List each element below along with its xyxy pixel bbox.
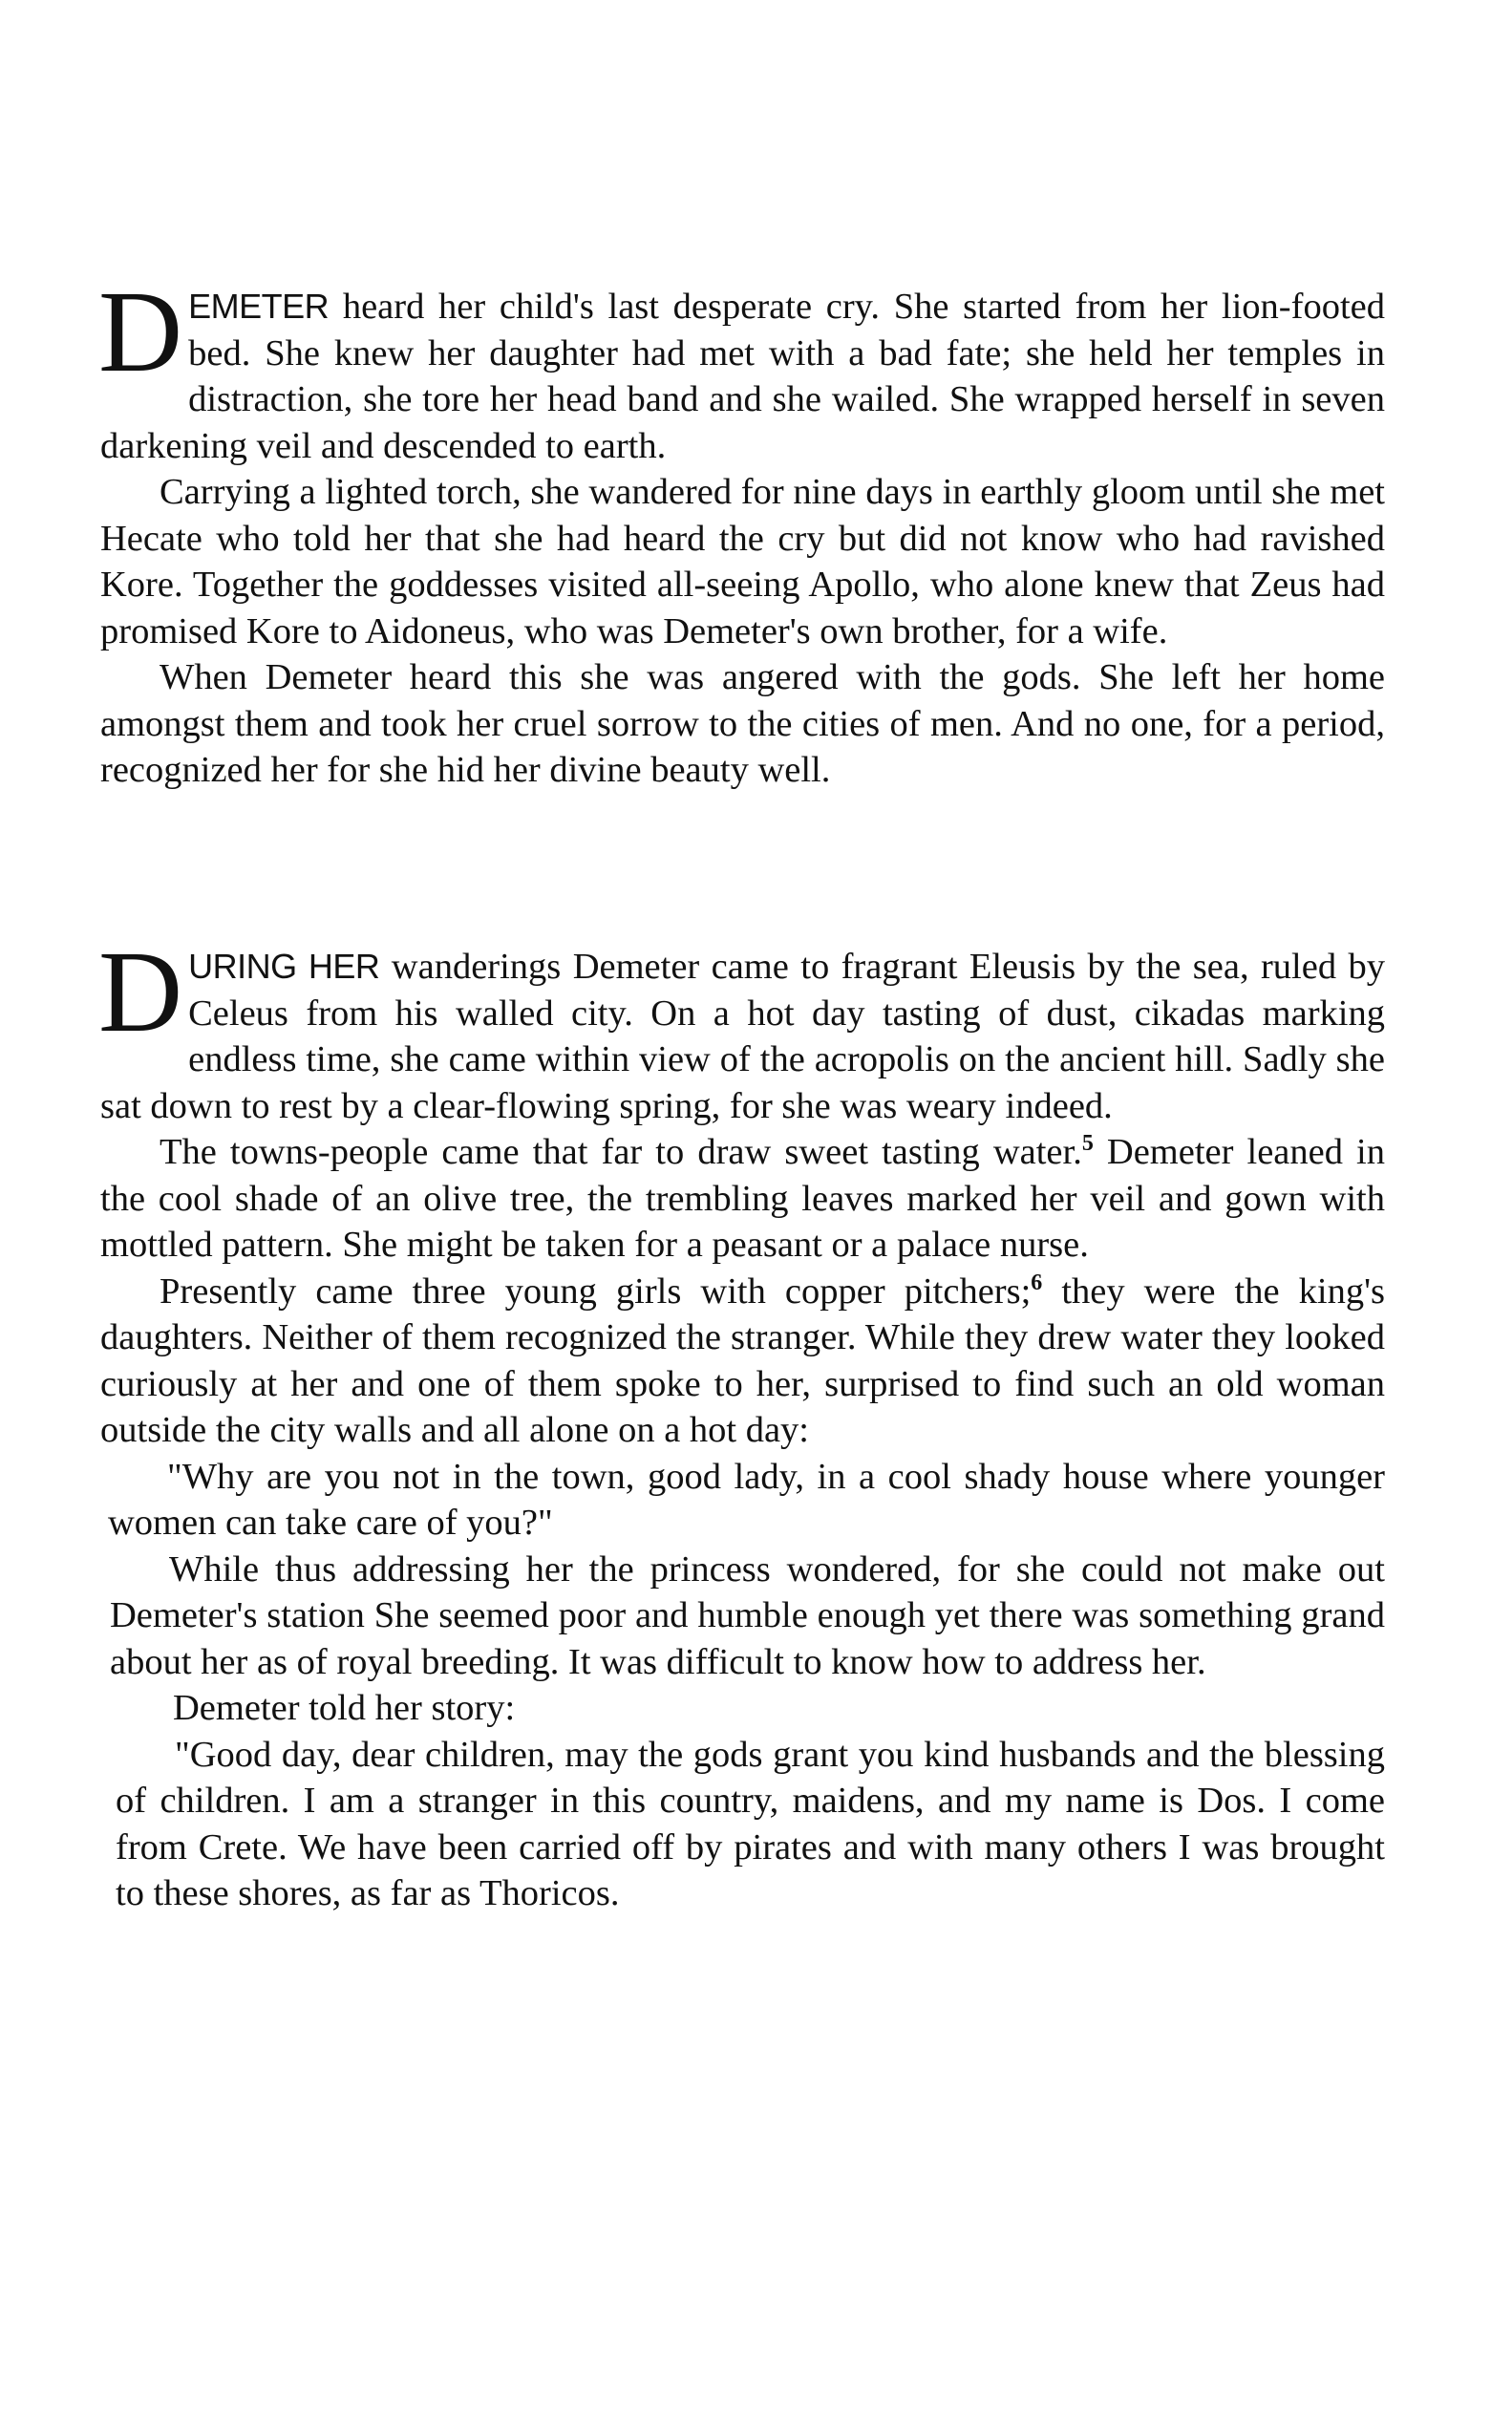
small-caps-lead: URING HER [188,947,380,986]
dialogue-paragraph: "Good day, dear children, may the gods grant you kind husbands and the blessing of children. I am a stranger in this country, maidens, and my name is Dos. I come from Crete. We have been carried off by pirates and with many others I was brought to these shores, as far as Thoricos. [116,1734,1385,1913]
footnote-marker[interactable]: 6 [1031,1270,1043,1295]
dialogue-paragraph: "Why are you not in the town, good lady, in a cool shady house where younger women can take care of you?" [108,1456,1385,1543]
paragraph [100,1269,1385,1454]
paragraph: While thus addressing her the princess wondered, for she could not make out Demeter's station She seemed poor and humble enough yet there was something grand about her as of royal breeding. It was difficult to know how to address her. [110,1548,1385,1682]
drop-cap: D [98,928,183,1057]
paragraph [98,928,1385,1129]
small-caps-lead: EMETER [188,287,330,326]
footnote-marker[interactable]: 5 [1081,1131,1094,1156]
paragraph: Demeter told her story: [173,1688,516,1728]
section-two [98,928,1385,1917]
section-one [98,267,1385,794]
paragraph-text: they were the king's daughters. Neither of them recognized the stranger. While they drew water they looked curiously at her and one of them spoke to her, surprised to find such an old woman outside the city walls and all alone on a hot day: [100,1270,1385,1450]
paragraph [100,1129,1385,1269]
paragraph: When Demeter heard this she was angered with the gods. She left her home amongst them and took her cruel sorrow to the cities of men. And no one, for a period, recognized her for she hid her divine beauty well. [100,657,1385,790]
paragraph-text: Demeter leaned in the cool shade of an olive tree, the trembling leaves marked her veil and gown with mottled pattern. She might be taken for a peasant or a palace nurse. [100,1132,1385,1265]
paragraph-text: heard her child's last desperate cry. She started from her lion-footed bed. She knew her daughter had met with a bad fate; she held her temples in distraction, she tore her head band and she wailed. She wrapped herself in seven darkening veil and descended to earth. [100,287,1385,466]
paragraph [98,267,1385,469]
paragraph-text: wanderings Demeter came to fragrant Eleusis by the sea, ruled by Celeus from his walled city. On a hot day tasting of dust, cikadas marking endless time, she came within view of the acropolis on the ancient hill. Sadly she sat down to rest by a clear-flowing spring, for she was weary indeed. [100,947,1385,1126]
paragraph: Carrying a lighted torch, she wandered for nine days in earthly gloom until she met Hecate who told her that she had heard the cry but did not know who had ravished Kore. Together the goddesses visited all-seeing Apollo, who alone knew that Zeus had promised Kore to Aidoneus, who was Demeter's own brother, for a wife. [100,472,1385,651]
paragraph-text: The towns-people came that far to draw sweet tasting water. [160,1132,1082,1172]
paragraph-text: Presently came three young girls with copper pitchers; [160,1270,1032,1312]
drop-cap: D [98,267,183,396]
